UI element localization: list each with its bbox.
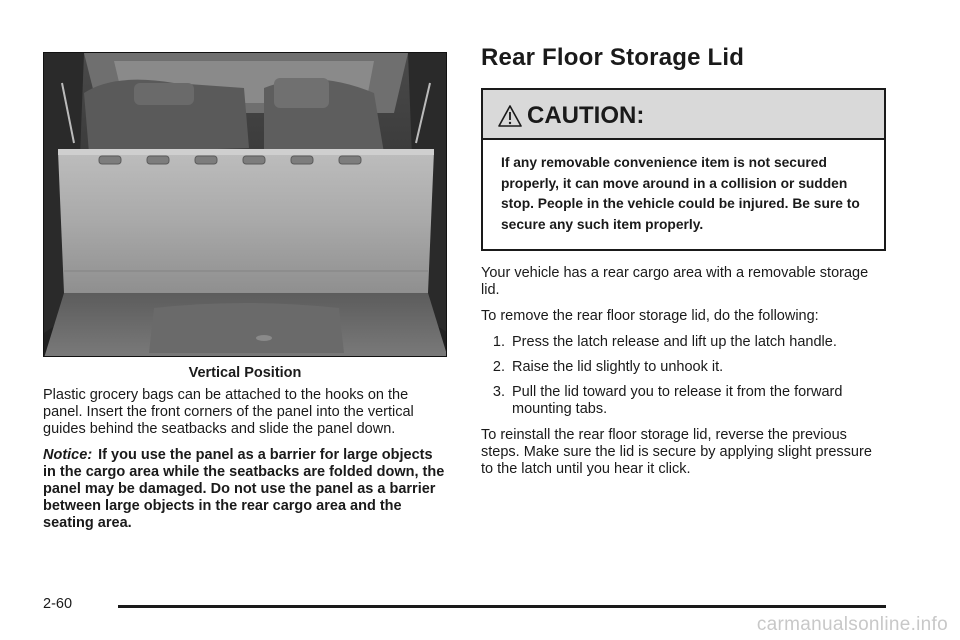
notice-label: Notice: (43, 447, 93, 463)
list-item (481, 384, 886, 418)
step-number: 3. (492, 384, 505, 400)
step-text: Raise the lid slightly to unhook it. (512, 359, 724, 375)
list-item (481, 359, 886, 376)
step-text: Press the latch release and lift up the latch handle. (512, 334, 837, 350)
right-column (481, 44, 886, 487)
warning-triangle-icon (497, 103, 523, 129)
section-heading: Rear Floor Storage Lid (481, 44, 745, 71)
cargo-panel-illustration (44, 53, 447, 357)
step-number: 2. (492, 359, 505, 375)
page-number: 2-60 (43, 596, 73, 612)
caution-text: If any removable convenience item is not secured properly, it can move around in a collision or sudden stop. People in the vehicle could be injured. Be sure to secure any such item properly. (501, 155, 860, 232)
list-item (481, 334, 886, 351)
footer-rule (118, 605, 886, 608)
caution-box (481, 88, 886, 251)
intro-paragraph: Your vehicle has a rear cargo area with a removable storage lid. (481, 265, 869, 298)
notice-block (43, 447, 447, 532)
removal-steps-list (481, 334, 886, 418)
cargo-panel-photo (43, 52, 447, 357)
watermark[interactable]: carmanualsonline.info (756, 614, 948, 635)
step-number: 1. (492, 334, 505, 350)
left-body (43, 387, 447, 532)
caution-header (483, 90, 884, 140)
grocery-bags-paragraph: Plastic grocery bags can be attached to the hooks on the panel. Insert the front corners of the panel into the vertical guides behind the seatbacks and slide the panel down. (43, 387, 414, 437)
remove-instructions-paragraph: To remove the rear floor storage lid, do the following: (481, 308, 819, 324)
left-column (43, 52, 447, 532)
reinstall-paragraph: To reinstall the rear floor storage lid, reverse the previous steps. Make sure the lid is secure by applying slight pressure to the latch until you hear it click. (481, 427, 872, 477)
caution-title: CAUTION: (527, 102, 645, 129)
notice-text: If you use the panel as a barrier for large objects in the cargo area while the seatbacks are folded down, the panel may be damaged. Do not use the panel as a barrier between large objects in the rear cargo area and the seating area. (43, 447, 445, 531)
step-text: Pull the lid toward you to release it from the forward mounting tabs. (512, 384, 843, 417)
photo-caption: Vertical Position (188, 365, 302, 381)
